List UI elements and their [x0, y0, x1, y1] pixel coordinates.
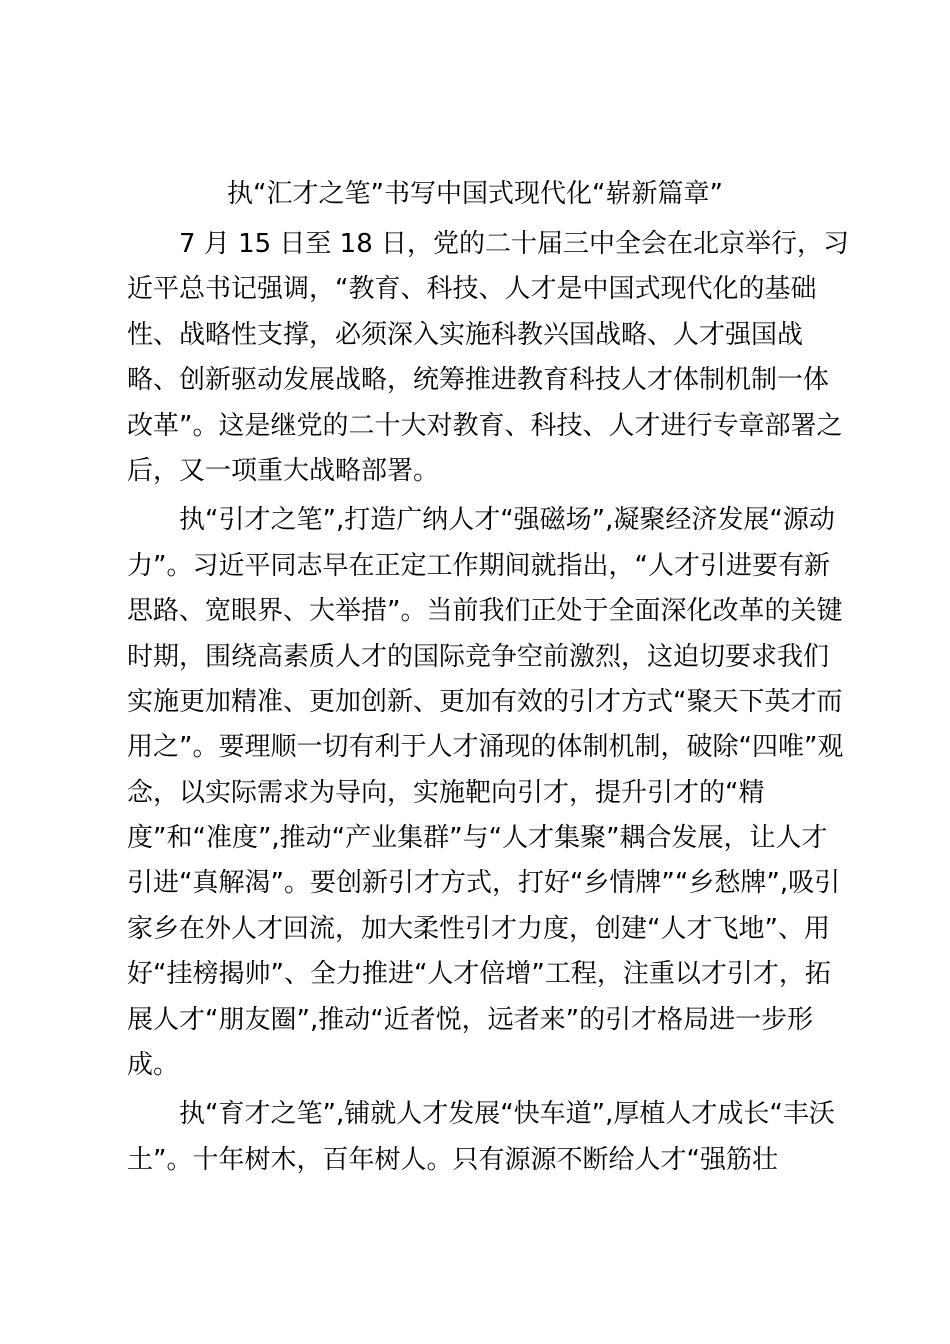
paragraph-2-line-12: 展人才“朋友圈”,推动“近者悦，远者来”的引才格局进一步形 — [127, 1004, 814, 1035]
paragraph-2-line-6: 用之”。要理顺一切有利于人才涌现的体制机制，破除“四唯”观 — [127, 732, 844, 763]
paragraph-2-line-4: 时期，围绕高素质人才的国际竞争空前激烈，这迫切要求我们 — [127, 641, 830, 672]
paragraph-1-line-5: 改革”。这是继党的二十大对教育、科技、人才进行专章部署之 — [127, 410, 843, 441]
paragraph-3-line-1: 执“育才之笔”,铺就人才发展“快车道”,厚植人才成长“丰沃 — [179, 1099, 835, 1130]
paragraph-2-line-13: 成。 — [127, 1050, 180, 1081]
page-title: 执“汇才之笔”书写中国式现代化“崭新篇章” — [227, 179, 723, 209]
paragraph-1-line-6: 后，又一项重大战略部署。 — [127, 455, 440, 486]
paragraph-2-line-10: 家乡在外人才回流，加大柔性引才力度，创建“人才飞地”、用 — [127, 913, 830, 944]
paragraph-1-line-2: 近平总书记强调，“教育、科技、人才是中国式现代化的基础 — [127, 274, 817, 305]
paragraph-2-line-8: 度”和“准度”,推动“产业集群”与“人才集聚”耦合发展，让人才 — [127, 823, 828, 854]
paragraph-2-line-9: 引进“真解渴”。要创新引才方式，打好“乡情牌”“乡愁牌”,吸引 — [127, 868, 841, 899]
paragraph-2-line-7: 念，以实际需求为导向，实施靶向引才，提升引才的“精 — [127, 777, 765, 808]
paragraph-1-line-1: 7 月 15 日至 18 日，党的二十届三中全会在北京举行，习 — [179, 229, 850, 259]
paragraph-1-line-3: 性、战略性支撑，必须深入实施科教兴国战略、人才强国战 — [127, 319, 804, 350]
paragraph-3-line-2: 土”。十年树木，百年树人。只有源源不断给人才“强筋壮 — [127, 1144, 778, 1175]
paragraph-2-line-1: 执“引才之笔”,打造广纳人才“强磁场”,凝聚经济发展“源动 — [179, 505, 835, 536]
paragraph-2-line-2: 力”。习近平同志早在正定工作期间就指出，“人才引进要有新 — [127, 550, 830, 581]
article-body — [127, 222, 850, 1183]
paragraph-2-line-3: 思路、宽眼界、大举措”。当前我们正处于全面深化改革的关键 — [127, 596, 843, 627]
paragraph-2-line-11: 好“挂榜揭帅”、全力推进“人才倍增”工程，注重以才引才，拓 — [127, 959, 831, 990]
paragraph-2-line-5: 实施更加精准、更加创新、更加有效的引才方式“聚天下英才而 — [127, 686, 843, 717]
paragraph-1-line-4: 略、创新驱动发展战略，统筹推进教育科技人才体制机制一体 — [127, 365, 830, 396]
